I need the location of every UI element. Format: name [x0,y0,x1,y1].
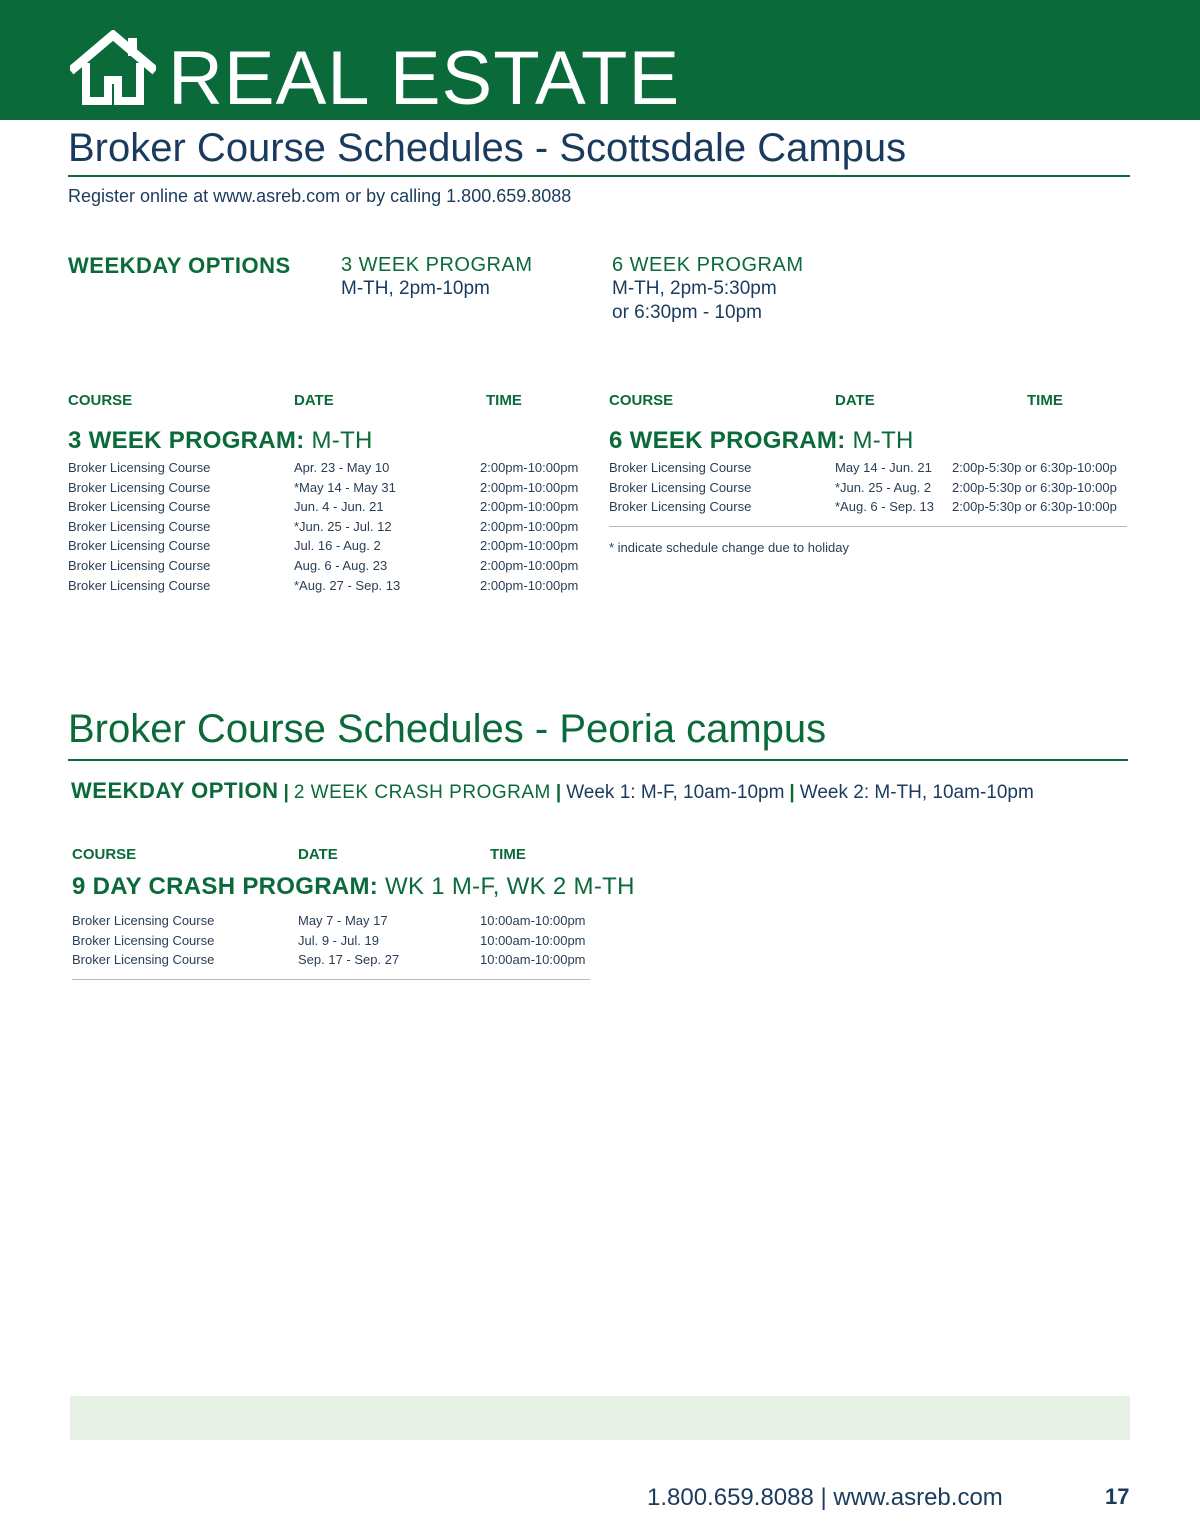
week2-hours: Week 2: M-TH, 10am-10pm [799,782,1034,803]
separator: | [555,782,562,803]
course-cell: Broker Licensing Course [68,518,211,534]
table-row [68,519,588,539]
peoria-section-title: Broker Course Schedules - Peoria campus [68,707,827,751]
three-week-schedule-table [68,460,588,597]
six-week-hours-alt: or 6:30pm - 10pm [612,302,762,323]
col-header-course: COURSE [72,846,137,863]
table-divider [609,526,1127,527]
six-week-table-title: 6 WEEK PROGRAM: M-TH [609,427,914,454]
course-cell: Broker Licensing Course [68,499,211,515]
time-cell: 10:00am-10:00pm [480,952,586,968]
time-cell: 2:00pm-10:00pm [480,577,579,593]
time-cell: 2:00pm-10:00pm [480,460,579,475]
course-cell: Broker Licensing Course [68,460,211,475]
six-week-hours: M-TH, 2pm-5:30pm [612,278,777,299]
table-row [68,558,588,578]
date-cell: Aug. 6 - Aug. 23 [294,557,388,573]
course-cell: Broker Licensing Course [609,460,752,475]
table-row [68,578,588,598]
course-cell: Broker Licensing Course [68,557,211,573]
table-row [609,499,1130,519]
register-info: Register online at www.asreb.com or by calling 1.800.659.8088 [68,186,572,206]
date-cell: May 14 - Jun. 21 [835,460,932,475]
table-row [68,480,588,500]
date-cell: Sep. 17 - Sep. 27 [298,952,400,968]
table-row [72,952,590,972]
table-row [609,460,1130,480]
table-row [68,460,588,480]
date-cell: May 7 - May 17 [298,913,388,928]
time-cell: 2:00pm-10:00pm [480,557,579,573]
time-cell: 10:00am-10:00pm [480,932,586,948]
week1-hours: Week 1: M-F, 10am-10pm [566,782,785,803]
course-cell: Broker Licensing Course [72,932,215,948]
course-cell: Broker Licensing Course [68,538,211,554]
crash-program-label: 2 WEEK CRASH PROGRAM [293,782,551,803]
course-cell: Broker Licensing Course [609,479,752,495]
page-header [0,0,1200,120]
table-row [72,913,590,933]
date-cell: *Jun. 25 - Aug. 2 [835,479,932,495]
crash-program-schedule-table [72,913,590,972]
course-cell: Broker Licensing Course [609,499,752,515]
date-cell: *May 14 - May 31 [294,479,396,495]
time-cell: 2:00pm-10:00pm [480,499,579,515]
time-cell: 2:00p-5:30p or 6:30p-10:00p [952,479,1117,495]
separator: | [283,782,289,803]
time-cell: 2:00pm-10:00pm [480,538,579,554]
weekday-option-label: WEEKDAY OPTION [71,778,279,803]
six-week-schedule-table [609,460,1130,519]
time-cell: 2:00pm-10:00pm [480,518,579,534]
date-cell: *Jun. 25 - Jul. 12 [294,518,392,534]
page-number: 17 [1105,1484,1130,1509]
table-row [68,499,588,519]
table-divider [72,979,590,980]
col-header-date: DATE [298,846,338,863]
time-cell: 2:00p-5:30p or 6:30p-10:00p [952,460,1117,475]
three-week-program-summary [341,253,532,301]
col-header-time: TIME [486,392,522,409]
course-cell: Broker Licensing Course [72,952,215,968]
col-header-date: DATE [294,392,334,409]
date-cell: *Aug. 27 - Sep. 13 [294,577,401,593]
three-week-table-title: 3 WEEK PROGRAM: M-TH [68,427,373,454]
course-cell: Broker Licensing Course [68,577,211,593]
course-cell: Broker Licensing Course [72,913,215,928]
col-header-date: DATE [835,392,875,409]
col-header-course: COURSE [609,392,674,409]
table-row [609,480,1130,500]
peoria-program-info [71,778,1034,804]
three-week-hours: M-TH, 2pm-10pm [341,278,490,299]
six-week-heading: 6 WEEK PROGRAM [612,254,804,276]
date-cell: Apr. 23 - May 10 [294,460,390,475]
six-week-program-summary [612,253,803,325]
time-cell: 2:00pm-10:00pm [480,479,579,495]
scottsdale-section-title: Broker Course Schedules - Scottsdale Campus [68,126,907,170]
col-header-time: TIME [490,846,526,863]
course-cell: Broker Licensing Course [68,479,211,495]
page-title: REAL ESTATE [168,36,681,121]
section-divider [68,759,1128,761]
decorative-band [70,1396,1130,1440]
date-cell: Jul. 16 - Aug. 2 [294,538,381,554]
time-cell: 2:00p-5:30p or 6:30p-10:00p [952,499,1117,515]
weekday-options-label: WEEKDAY OPTIONS [68,253,291,278]
crash-program-table-title: 9 DAY CRASH PROGRAM: WK 1 M-F, WK 2 M-TH [72,873,635,900]
table-row [68,538,588,558]
holiday-note: * indicate schedule change due to holiday [609,540,849,555]
col-header-time: TIME [1027,392,1063,409]
time-cell: 10:00am-10:00pm [480,913,586,928]
table-row [72,933,590,953]
house-icon [70,30,156,106]
col-header-course: COURSE [68,392,133,409]
three-week-heading: 3 WEEK PROGRAM [341,254,533,276]
separator: | [789,782,795,803]
date-cell: *Aug. 6 - Sep. 13 [835,499,935,515]
footer-contact: 1.800.659.8088 | www.asreb.com [647,1484,1003,1511]
date-cell: Jun. 4 - Jun. 21 [294,499,384,515]
date-cell: Jul. 9 - Jul. 19 [298,932,379,948]
section-divider [68,175,1130,177]
